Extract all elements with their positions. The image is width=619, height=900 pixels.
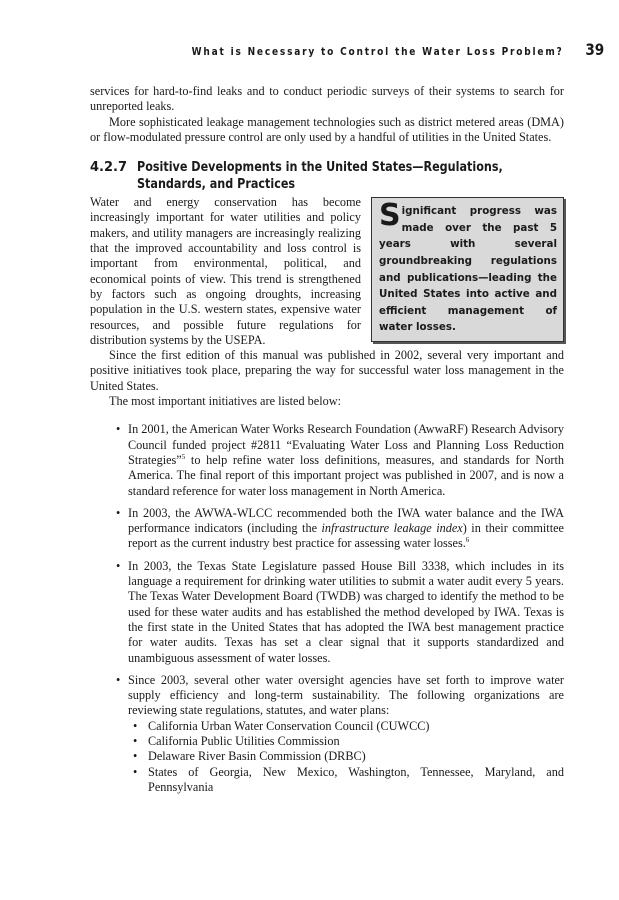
list-item-text: ) in their committee report as the current industry best practice for assessing water losses. [128, 521, 564, 551]
paragraph: The most important initiatives are listed below: [109, 394, 342, 409]
bullet-icon: • [116, 558, 121, 573]
drop-cap: S [379, 198, 401, 234]
sub-list-item [128, 719, 564, 734]
list-item-text: In 2003, the Texas State Legislature passed House Bill 3338, which includes in its language a requirement for drinking water utilities to submit a water audit every 5 years. The Texas Water Development Board (TWDB) was charged to identify the method to be used for these water audits and has established the method developed by IWA. Texas is the first state in the United States that has adopted the IWA best management practice for water audits. Texas has set a clear signal that it supports standardized and unambiguous assessment of water losses. [128, 558, 564, 665]
bullet-icon: • [133, 749, 138, 764]
bullet-icon: • [116, 672, 121, 687]
sub-list-item-text: Delaware River Basin Commission (DRBC) [148, 749, 366, 764]
bullet-icon: • [133, 733, 138, 748]
bullet-icon: • [116, 505, 121, 520]
paragraph: Water and energy conservation has become increasingly important for water utilities and policy makers, and utility managers are increasingly realizing that the improved accountability and loss control is important from environmental, political, and economical points of view. This trend is strengthened by factors such as ongoing droughts, increasing population in the U.S. western states, expensive water resources, and possible future regulations for distribution systems by the USEPA. [90, 195, 361, 347]
bullet-icon: • [116, 422, 121, 437]
list-item [90, 673, 564, 795]
list-item-text: Since 2003, several other water oversight agencies have set forth to improve water supply efficiency and long-term sustainability. The following organizations are reviewing state regulations, statutes, and water plans: [128, 672, 564, 718]
list-item-text: In 2003, the AWWA-WLCC recommended both the IWA water balance and the IWA performance indicators (including the [128, 505, 564, 536]
sub-list-item [128, 734, 564, 749]
bullet-icon: • [133, 718, 138, 733]
emphasis-text: infrastructure leakage index [321, 521, 463, 536]
page-number: 39 [585, 40, 604, 59]
footnote-ref: 5 [181, 452, 186, 461]
section-heading [90, 159, 564, 193]
list-item-text: to help refine water loss definitions, measures, and standards for North America. The final report of this important project was published in 2007, and is now a standard reference for water loss management in North America. [128, 452, 564, 498]
bullet-icon: • [133, 764, 138, 779]
list-item [90, 506, 564, 552]
sub-list [128, 719, 564, 795]
running-head-title: What is Necessary to Control the Water Loss Problem? [191, 45, 564, 58]
section-title [137, 159, 504, 193]
section-number: 4.2.7 [90, 160, 128, 176]
paragraph: More sophisticated leakage management technologies such as district metered areas (DMA) or flow-modulated pressure control are only used by a handful of utilities in the United States. [90, 114, 564, 144]
pull-quote-callout [371, 197, 564, 342]
section-title-line: Standards, and Practices [137, 177, 296, 193]
sub-list-item [128, 765, 564, 796]
list-item-text: In 2001, the American Water Works Research Foundation (AwwaRF) Research Advisory Council funded project #2811 “Evaluating Water Loss and Planning Loss Reduction Strategies” [128, 422, 564, 467]
footnote-ref: 6 [465, 536, 470, 545]
paragraph: services for hard-to-find leaks and to conduct periodic surveys of their systems to search for unreported leaks. [90, 84, 564, 114]
running-header [90, 40, 604, 66]
sub-list-item-text: California Public Utilities Commission [148, 733, 340, 748]
sub-list-item [128, 749, 564, 764]
sub-list-item-text: California Urban Water Conservation Council (CUWCC) [148, 718, 430, 733]
list-item [90, 559, 564, 666]
paragraph: Since the first edition of this manual was published in 2002, several very important and positive initiatives took place, preparing the way for successful water loss management in the United States. [90, 348, 564, 393]
page-content [90, 84, 564, 802]
initiatives-list [90, 422, 564, 795]
sub-list-item-text: States of Georgia, New Mexico, Washington, Tennessee, Maryland, and Pennsylvania [148, 764, 564, 794]
callout-text: ignificant progress was made over the past 5 years with several groundbreaking regulations and publications—leading the United States into active and efficient management of water losses. [379, 205, 557, 334]
section-title-line: Positive Developments in the United States—Regulations, [137, 160, 503, 176]
list-item [90, 422, 564, 498]
